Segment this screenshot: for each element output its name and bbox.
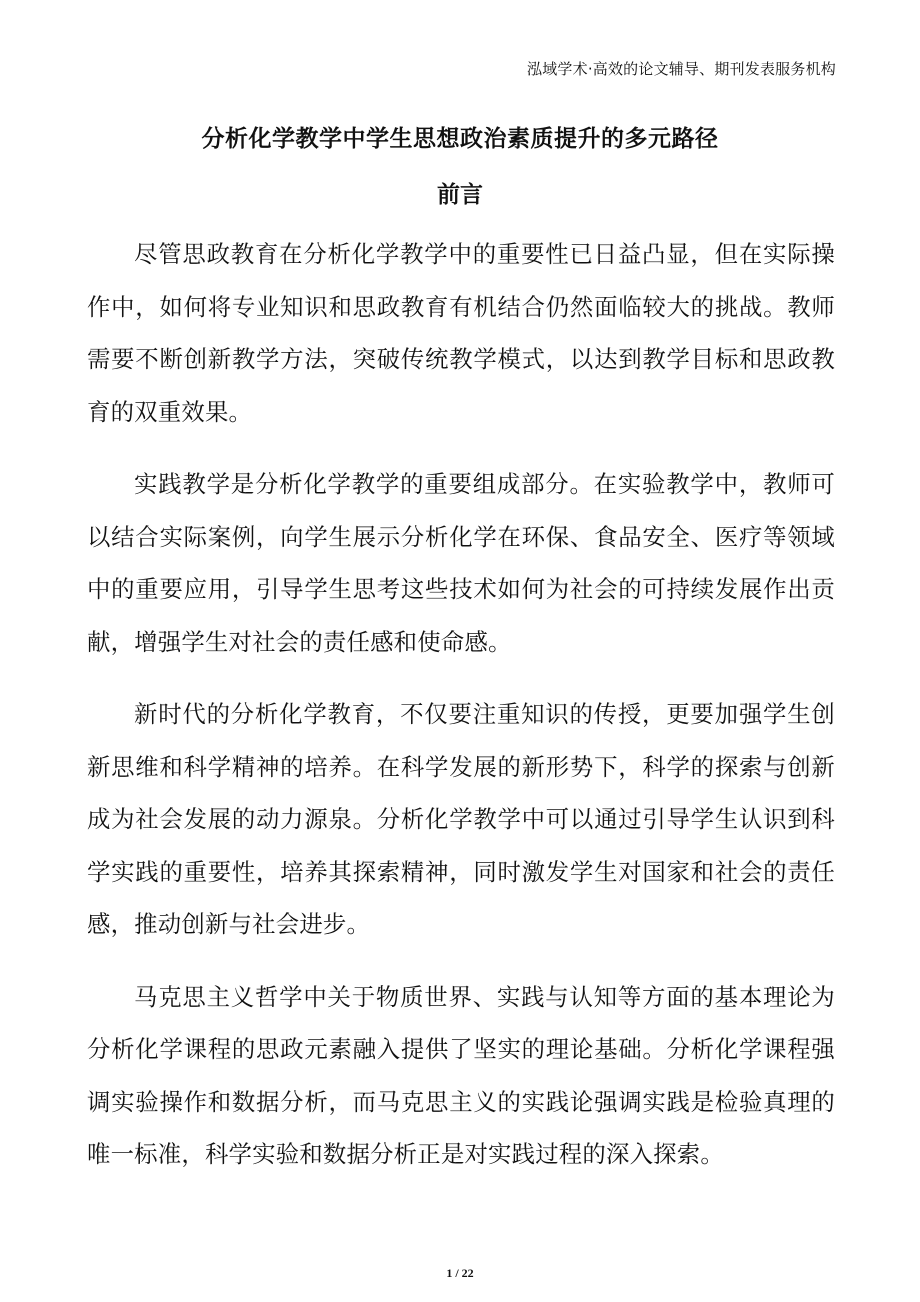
document-title: 分析化学教学中学生思想政治素质提升的多元路径 [201, 126, 719, 152]
paragraph: 尽管思政教育在分析化学教学中的重要性已日益凸显，但在实际操作中，如何将专业知识和思政教育有机结合仍然面临较大的挑战。教师需要不断创新教学方法，突破传统教学模式，以达到教学目标和思政教育的双重效果。 [87, 240, 835, 426]
header-text: 泓域学术·高效的论文辅导、期刊发表服务机构 [527, 60, 836, 78]
paragraph: 实践教学是分析化学教学的重要组成部分。在实验教学中，教师可以结合实际案例，向学生展示分析化学在环保、食品安全、医疗等领域中的重要应用，引导学生思考这些技术如何为社会的可持续发展作出贡献，增强学生对社会的责任感和使命感。 [87, 470, 835, 656]
document-body [87, 228, 835, 1201]
page-number: 1 / 22 [446, 1266, 474, 1280]
paragraph: 马克思主义哲学中关于物质世界、实践与认知等方面的基本理论为分析化学课程的思政元素融入提供了坚实的理论基础。分析化学课程强调实验操作和数据分析，而马克思主义的实践论强调实践是检验真理的唯一标准，科学实验和数据分析正是对实践过程的深入探索。 [87, 982, 835, 1168]
paragraph: 新时代的分析化学教育，不仅要注重知识的传授，更要加强学生创新思维和科学精神的培养。在科学发展的新形势下，科学的探索与创新成为社会发展的动力源泉。分析化学教学中可以通过引导学生认识到科学实践的重要性，培养其探索精神，同时激发学生对国家和社会的责任感，推动创新与社会进步。 [87, 700, 835, 938]
section-heading: 前言 [437, 182, 483, 208]
